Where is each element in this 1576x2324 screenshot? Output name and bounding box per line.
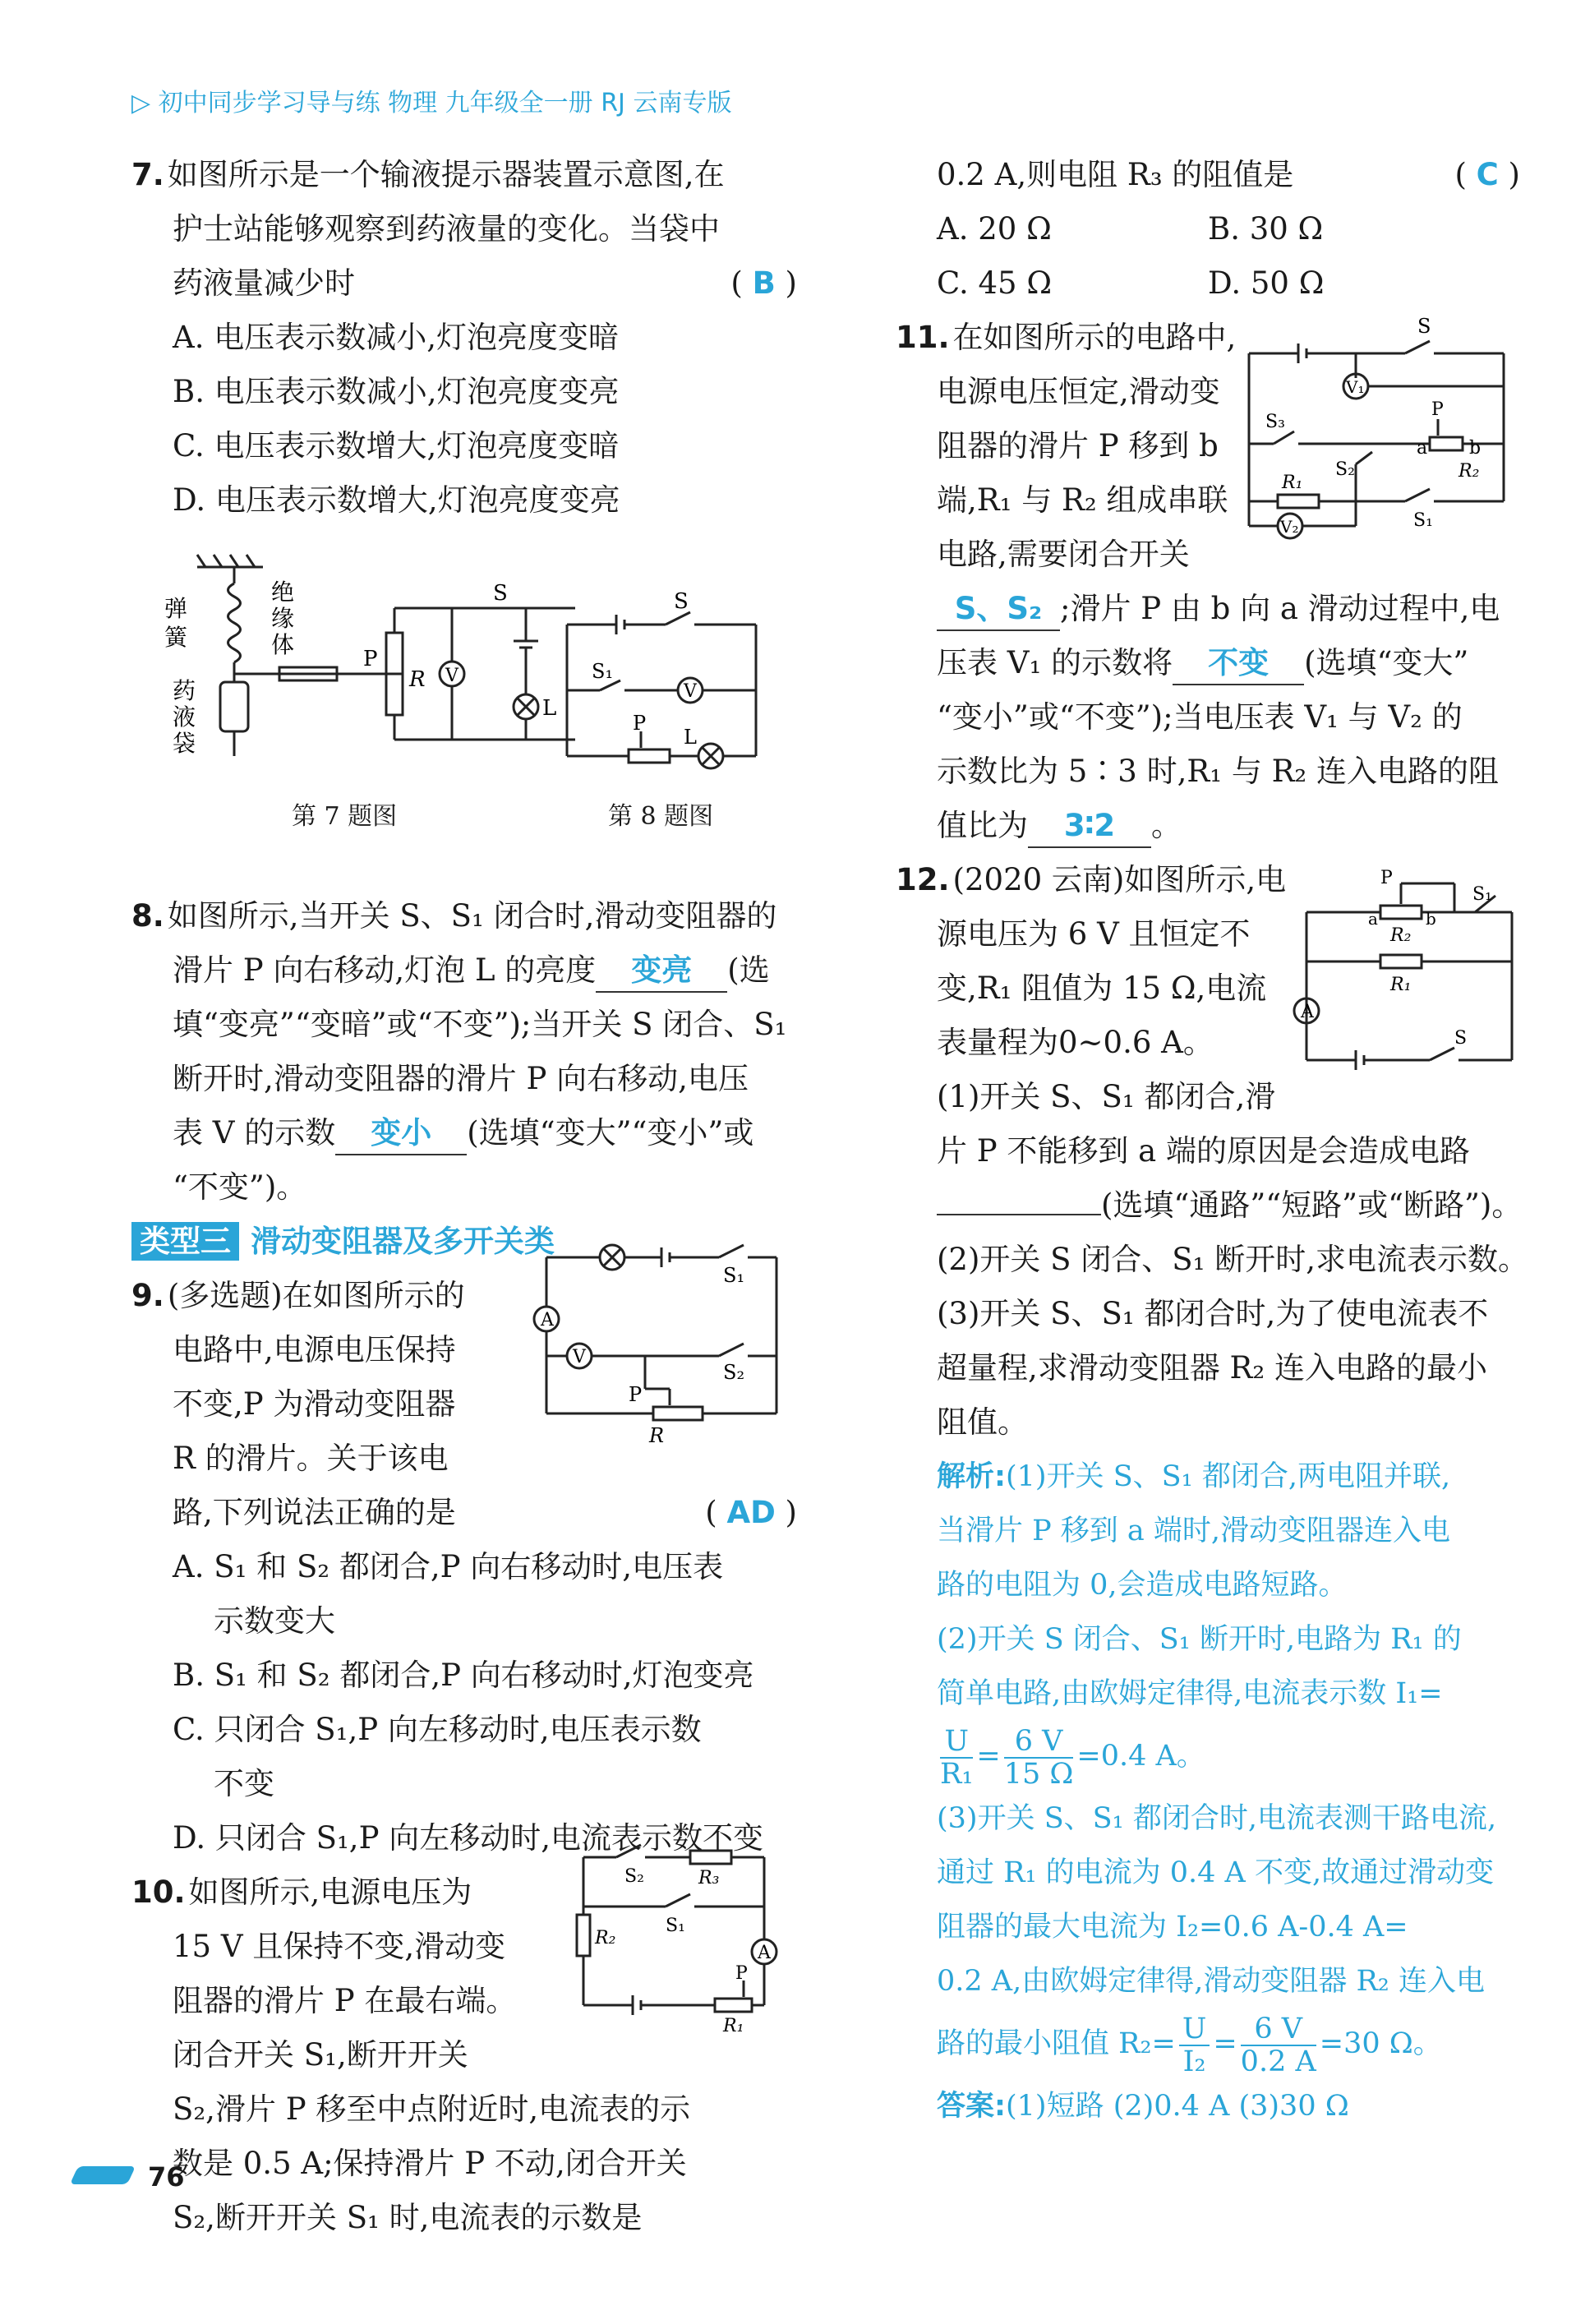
q9-option-a: A. S₁ 和 S₂ 都闭合,P 向右移动时,电压表 bbox=[173, 1549, 724, 1584]
q7-option-a: A. 电压表示数减小,灯泡亮度变暗 bbox=[173, 320, 620, 355]
q10-line5: S₂,滑片 P 移至中点附近时,电流表的示 bbox=[173, 2091, 691, 2127]
figure-q12 bbox=[1298, 868, 1528, 1093]
svg-text:A: A bbox=[541, 1310, 554, 1330]
q7-option-d: D. 电压表示数增大,灯泡亮度变亮 bbox=[173, 482, 620, 518]
q10-line2: 15 V 且保持不变,滑动变 bbox=[173, 1929, 506, 1964]
q8-line2: 滑片 P 向右移动,灯泡 L 的亮度 变亮 (选 bbox=[131, 943, 797, 998]
q10-number: 10. bbox=[131, 1874, 186, 1910]
footer-accent bbox=[70, 2166, 136, 2184]
svg-text:a: a bbox=[1368, 909, 1378, 929]
q12-line4: 表量程为0~0.6 A。 bbox=[937, 1025, 1214, 1060]
q10-options-1: A. 20 Ω B. 30 Ω bbox=[937, 211, 1324, 247]
svg-text:S₃: S₃ bbox=[1265, 412, 1285, 432]
svg-text:P: P bbox=[1380, 868, 1393, 888]
q11-line4: 端,R₁ 与 R₂ 组成串联 bbox=[937, 482, 1228, 518]
svg-text:液: 液 bbox=[173, 703, 196, 731]
q11-line7: 压表 V₁ 的示数将 不变 (选填“变大” bbox=[896, 636, 1520, 690]
q9-option-c-cont: 不变 bbox=[214, 1766, 274, 1801]
q12-number: 12. bbox=[896, 862, 950, 897]
svg-text:R₃: R₃ bbox=[698, 1868, 720, 1888]
q10-line3: 阻器的滑片 P 在最右端。 bbox=[173, 1983, 517, 2018]
svg-text:L: L bbox=[542, 696, 557, 721]
q11-line3: 阻器的滑片 P 移到 b bbox=[937, 428, 1219, 463]
q12-line7: (选填“通路”“短路”或“断路”)。 bbox=[896, 1178, 1520, 1233]
q12-line10: 超量程,求滑动变阻器 R₂ 连入电路的最小 bbox=[937, 1350, 1487, 1386]
figure-q11 bbox=[1241, 312, 1520, 559]
bag-label: 药 bbox=[173, 677, 196, 704]
q9-line3: 不变,P 为滑动变阻器 bbox=[173, 1386, 456, 1422]
svg-text:体: 体 bbox=[271, 631, 295, 658]
q7-line2: 护士站能够观察到药液量的变化。当袋中 bbox=[173, 211, 720, 247]
q10-line1: 10. 如图所示,电源电压为 bbox=[131, 1874, 472, 1910]
q7-answer: ( B ) bbox=[730, 265, 797, 301]
q10-options-2: C. 45 Ω D. 50 Ω bbox=[937, 265, 1325, 301]
q12-line5: (1)开关 S、S₁ 都闭合,滑 bbox=[937, 1079, 1276, 1114]
q10-line4: 闭合开关 S₁,断开开关 bbox=[173, 2037, 468, 2073]
svg-text:R₂: R₂ bbox=[1458, 461, 1480, 482]
svg-text:P: P bbox=[735, 1963, 748, 1984]
q9-option-b: B. S₁ 和 S₂ 都闭合,P 向右移动时,灯泡变亮 bbox=[173, 1658, 754, 1693]
q10-line7: S₂,断开开关 S₁ 时,电流表的示数是 bbox=[173, 2200, 643, 2235]
solution-line6: $\frac{U}{\text{R₁}}$ = $\frac{6 V}{15 \Omega}$ =0.4 A。 bbox=[940, 1724, 1205, 1791]
q9-number: 9. bbox=[131, 1278, 164, 1313]
svg-text:S: S bbox=[1454, 1028, 1468, 1049]
figure-q7 bbox=[164, 542, 575, 789]
svg-text:R: R bbox=[409, 667, 426, 692]
svg-text:P: P bbox=[629, 1383, 643, 1406]
svg-text:R: R bbox=[649, 1424, 665, 1447]
svg-text:b: b bbox=[1469, 438, 1482, 459]
svg-text:S₁: S₁ bbox=[592, 660, 614, 683]
q8-blank2: 变小 bbox=[335, 1113, 467, 1155]
solution-line5: 简单电路,由欧姆定律得,电流表示数 I₁= bbox=[937, 1677, 1443, 1710]
solution-line8: 通过 R₁ 的电流为 0.4 A 不变,故通过滑动变 bbox=[937, 1856, 1495, 1889]
solution-line1: 解析:(1)开关 S、S₁ 都闭合,两电阻并联, bbox=[937, 1460, 1451, 1493]
q11-line9: 示数比为 5∶3 时,R₁ 与 R₂ 连入电路的阻 bbox=[937, 754, 1500, 789]
svg-text:S: S bbox=[1417, 315, 1431, 338]
svg-text:V: V bbox=[445, 666, 459, 686]
svg-text:R₂: R₂ bbox=[595, 1928, 616, 1948]
svg-text:P: P bbox=[633, 712, 647, 735]
svg-text:V₁: V₁ bbox=[1346, 377, 1365, 397]
q8-line3: 填“变亮”“变暗”或“不变”);当开关 S 闭合、S₁ bbox=[173, 1007, 787, 1042]
q11-line1: 11. 在如图所示的电路中, bbox=[896, 320, 1237, 355]
svg-text:R₁: R₁ bbox=[723, 2016, 744, 2036]
figure-q7-caption: 第 7 题图 bbox=[292, 802, 398, 831]
svg-text:袋: 袋 bbox=[173, 730, 196, 757]
solution-line10: 0.2 A,由欧姆定律得,滑动变阻器 R₂ 连入电 bbox=[937, 1965, 1485, 1998]
q11-blank2: 不变 bbox=[1173, 643, 1304, 685]
q10-line8: 0.2 A,则电阻 R₃ 的阻值是 ( C ) bbox=[896, 148, 1520, 202]
svg-text:b: b bbox=[1426, 909, 1436, 929]
q11-line2: 电源电压恒定,滑动变 bbox=[937, 374, 1220, 409]
q9-option-c: C. 只闭合 S₁,P 向左移动时,电压表示数 bbox=[173, 1712, 702, 1747]
svg-text:L: L bbox=[684, 726, 697, 749]
q7-line3: 药液量减少时 ( B ) bbox=[131, 256, 797, 311]
svg-text:R₂: R₂ bbox=[1390, 925, 1412, 946]
q10-line6: 数是 0.5 A;保持滑片 P 不动,闭合开关 bbox=[173, 2146, 687, 2181]
q12-line2: 源电压为 6 V 且恒定不 bbox=[937, 916, 1251, 952]
q11-line5: 电路,需要闭合开关 bbox=[937, 537, 1190, 572]
svg-text:V: V bbox=[573, 1347, 586, 1367]
solution-line4: (2)开关 S 闭合、S₁ 断开时,电路为 R₁ 的 bbox=[937, 1623, 1462, 1656]
figure-q8 bbox=[559, 589, 772, 781]
q9-line5: 路,下列说法正确的是 ( AD ) bbox=[131, 1486, 797, 1540]
solution-line3: 路的电阻为 0,会造成电路短路。 bbox=[937, 1569, 1348, 1602]
svg-text:S: S bbox=[674, 589, 689, 614]
q8-line6: “不变”)。 bbox=[173, 1169, 307, 1205]
solution-line7: (3)开关 S、S₁ 都闭合时,电流表测干路电流, bbox=[937, 1802, 1497, 1835]
insulator-label: 绝 bbox=[271, 579, 295, 606]
svg-text:A: A bbox=[758, 1943, 771, 1963]
svg-text:P: P bbox=[1431, 399, 1444, 420]
page-header: ▷ 初中同步学习导与练 物理 九年级全一册 RJ 云南专版 bbox=[131, 89, 732, 118]
q12-blank1 bbox=[937, 1214, 1101, 1215]
q12-line1: 12. (2020 云南)如图所示,电 bbox=[896, 862, 1287, 897]
q7-number: 7. bbox=[131, 157, 164, 192]
page-number: 76 bbox=[148, 2161, 185, 2193]
q12-line8: (2)开关 S 闭合、S₁ 断开时,求电流表示数。 bbox=[937, 1242, 1528, 1277]
q12-line3: 变,R₁ 阻值为 15 Ω,电流 bbox=[937, 971, 1267, 1006]
q8-line5: 表 V 的示数 变小 (选填“变大”“变小”或 bbox=[131, 1106, 797, 1160]
svg-text:S₁: S₁ bbox=[666, 1916, 685, 1936]
svg-text:A: A bbox=[1301, 1002, 1314, 1022]
q7-option-c: C. 电压表示数增大,灯泡亮度变暗 bbox=[173, 428, 620, 463]
solution-line11: 路的最小阻值 R₂= $\frac{U}{\text{I₂}}$ = $\frac{6 V}{0.2 A}$ =30 Ω。 bbox=[937, 2012, 1442, 2078]
svg-text:S₂: S₂ bbox=[723, 1361, 745, 1384]
q7-option-b: B. 电压表示数减小,灯泡亮度变亮 bbox=[173, 374, 620, 409]
figure-q10 bbox=[567, 1841, 781, 2036]
svg-text:V₂: V₂ bbox=[1280, 517, 1299, 537]
section-heading: 类型三 滑动变阻器及多开关类 bbox=[131, 1215, 797, 1269]
q9-answer: ( AD ) bbox=[705, 1495, 797, 1530]
solution-line2: 当滑片 P 移到 a 端时,滑动变阻器连入电 bbox=[937, 1515, 1451, 1547]
svg-text:P: P bbox=[363, 647, 378, 671]
q11-number: 11. bbox=[896, 320, 950, 355]
svg-text:S₂: S₂ bbox=[624, 1866, 644, 1887]
svg-text:S₂: S₂ bbox=[1335, 459, 1355, 480]
q9-line4: R 的滑片。关于该电 bbox=[173, 1441, 449, 1476]
q12-line6: 片 P 不能移到 a 端的原因是会造成电路 bbox=[937, 1133, 1470, 1169]
figure-q8-caption: 第 8 题图 bbox=[608, 802, 714, 831]
answer-line: 答案:(1)短路 (2)0.4 A (3)30 Ω bbox=[937, 2090, 1349, 2123]
q11-blank3: 3∶2 bbox=[1028, 805, 1151, 848]
svg-text:a: a bbox=[1417, 438, 1428, 459]
q7-line1: 7. 如图所示是一个输液提示器装置示意图,在 bbox=[131, 157, 725, 192]
q12-line9: (3)开关 S、S₁ 都闭合时,为了使电流表不 bbox=[937, 1296, 1489, 1331]
q8-number: 8. bbox=[131, 898, 164, 934]
q10-answer: ( C ) bbox=[1454, 157, 1520, 192]
svg-text:S: S bbox=[493, 581, 508, 606]
svg-text:S₁: S₁ bbox=[723, 1264, 745, 1287]
q8-line4: 断开时,滑动变阻器的滑片 P 向右移动,电压 bbox=[173, 1061, 749, 1096]
q9-option-d: D. 只闭合 S₁,P 向左移动时,电流表示数不变 bbox=[173, 1820, 763, 1856]
q11-blank1: S、S₂ bbox=[937, 588, 1060, 631]
q9-line2: 电路中,电源电压保持 bbox=[173, 1332, 456, 1367]
svg-text:S₁: S₁ bbox=[1413, 510, 1433, 531]
svg-text:R₁: R₁ bbox=[1282, 473, 1303, 493]
svg-text:R₁: R₁ bbox=[1390, 975, 1412, 995]
q12-line11: 阻值。 bbox=[937, 1404, 1028, 1440]
q8-blank1: 变亮 bbox=[596, 950, 727, 993]
q8-line1: 8. 如图所示,当开关 S、S₁ 闭合时,滑动变阻器的 bbox=[131, 898, 777, 934]
q11-line6: S、S₂ ;滑片 P 由 b 向 a 滑动过程中,电 bbox=[896, 582, 1520, 636]
spring-label: 弹 bbox=[164, 595, 188, 622]
svg-text:S₁: S₁ bbox=[1472, 884, 1492, 905]
svg-text:簧: 簧 bbox=[164, 624, 188, 651]
figure-q9 bbox=[530, 1233, 793, 1446]
svg-text:缘: 缘 bbox=[271, 605, 295, 632]
q11-line10: 值比为 3∶2 。 bbox=[896, 799, 1520, 853]
solution-line9: 阻器的最大电流为 I₂=0.6 A-0.4 A= bbox=[937, 1911, 1408, 1944]
q9-line1: 9. (多选题)在如图所示的 bbox=[131, 1278, 465, 1313]
q11-line8: “变小”或“不变”);当电压表 V₁ 与 V₂ 的 bbox=[937, 699, 1463, 735]
svg-text:V: V bbox=[684, 681, 697, 702]
q9-option-a-cont: 示数变大 bbox=[214, 1603, 335, 1639]
